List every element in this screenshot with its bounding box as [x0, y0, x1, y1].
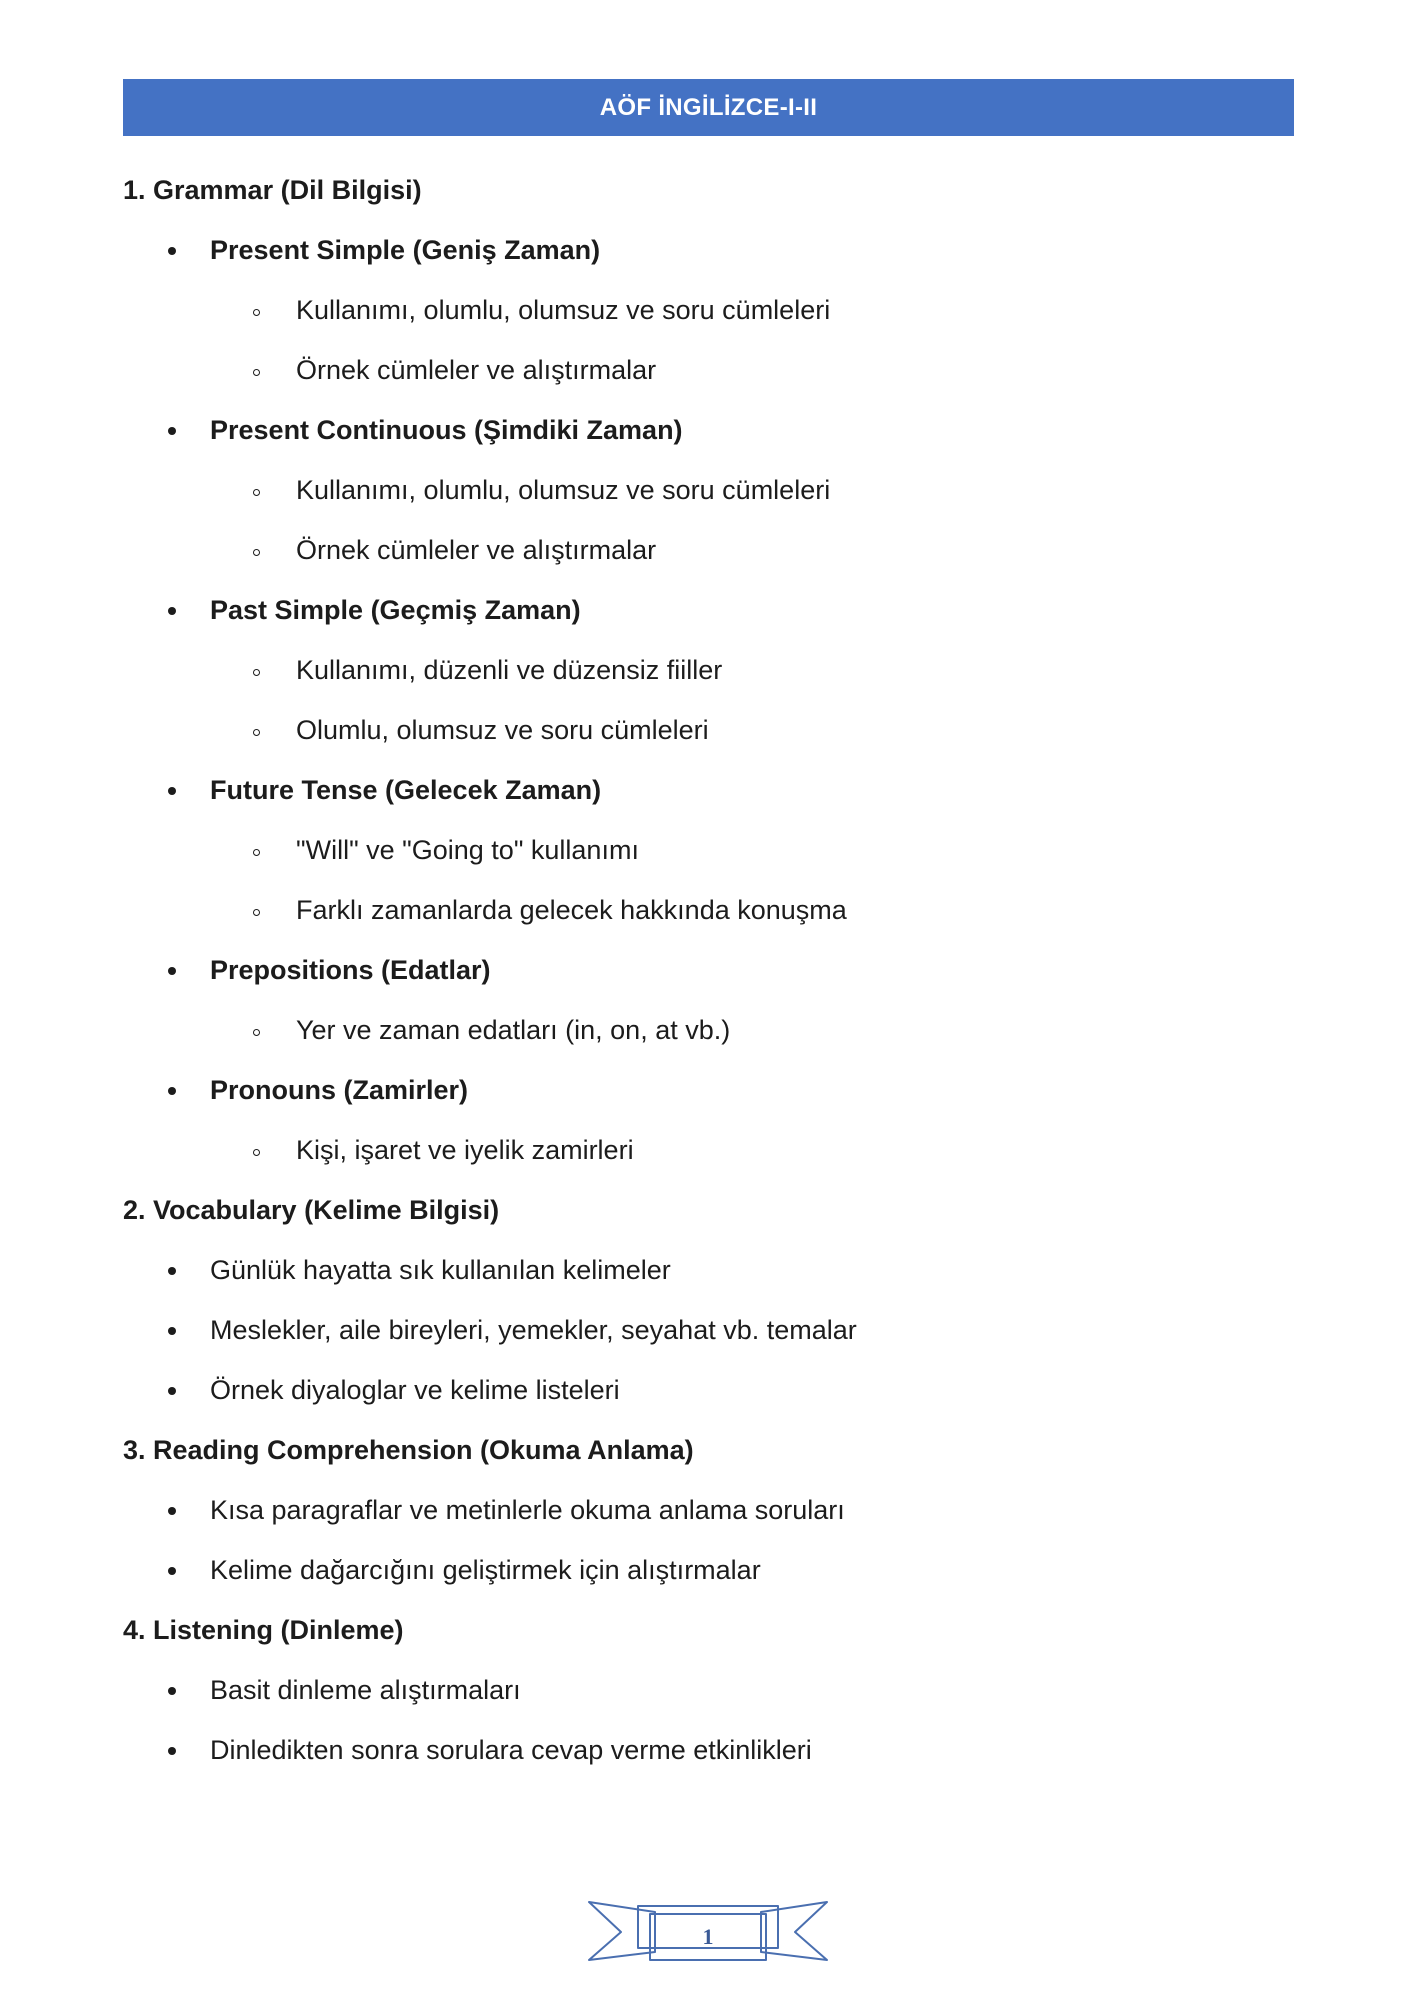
subtopic-item: Farklı zamanlarda gelecek hakkında konuşma — [123, 880, 1294, 940]
outline — [123, 160, 1294, 1780]
list-item: Dinledikten sonra sorulara cevap verme etkinlikleri — [123, 1720, 1294, 1780]
topic-item: Past Simple (Geçmiş Zaman) — [123, 580, 1294, 640]
subtopic-item: Olumlu, olumsuz ve soru cümleleri — [123, 700, 1294, 760]
list-item: Meslekler, aile bireyleri, yemekler, seyahat vb. temalar — [123, 1300, 1294, 1360]
bullet-dot-icon — [168, 1507, 176, 1515]
document-title: AÖF İNGİLİZCE-I-II — [599, 93, 818, 121]
bullet-circle-icon — [253, 1149, 260, 1156]
section-heading: 2. Vocabulary (Kelime Bilgisi) — [123, 1195, 500, 1225]
bullet-dot-icon — [168, 967, 176, 975]
list-item: Örnek diyaloglar ve kelime listeleri — [123, 1360, 1294, 1420]
bullet-circle-icon — [253, 1029, 260, 1036]
page-number: 1 — [702, 1924, 714, 1949]
section-heading: 3. Reading Comprehension (Okuma Anlama) — [123, 1435, 694, 1465]
section-heading: 1. Grammar (Dil Bilgisi) — [123, 175, 422, 205]
bullet-circle-icon — [253, 489, 260, 496]
bullet-dot-icon — [168, 607, 176, 615]
subtopic-item: Yer ve zaman edatları (in, on, at vb.) — [123, 1000, 1294, 1060]
topic-item: Future Tense (Gelecek Zaman) — [123, 760, 1294, 820]
topic-item: Present Simple (Geniş Zaman) — [123, 220, 1294, 280]
section-heading: 4. Listening (Dinleme) — [123, 1615, 404, 1645]
bullet-dot-icon — [168, 1687, 176, 1695]
bullet-circle-icon — [253, 669, 260, 676]
topic-item: Pronouns (Zamirler) — [123, 1060, 1294, 1120]
bullet-dot-icon — [168, 1747, 176, 1755]
list-item: Günlük hayatta sık kullanılan kelimeler — [123, 1240, 1294, 1300]
subtopic-item: "Will" ve "Going to" kullanımı — [123, 820, 1294, 880]
subtopic-item: Kullanımı, düzenli ve düzensiz fiiller — [123, 640, 1294, 700]
list-item: Kısa paragraflar ve metinlerle okuma anlama soruları — [123, 1480, 1294, 1540]
header-banner — [123, 79, 1294, 136]
bullet-circle-icon — [253, 729, 260, 736]
list-item: Basit dinleme alıştırmaları — [123, 1660, 1294, 1720]
subtopic-item: Örnek cümleler ve alıştırmalar — [123, 340, 1294, 400]
bullet-dot-icon — [168, 1327, 176, 1335]
bullet-dot-icon — [168, 1387, 176, 1395]
subtopic-item: Kişi, işaret ve iyelik zamirleri — [123, 1120, 1294, 1180]
bullet-circle-icon — [253, 549, 260, 556]
bullet-dot-icon — [168, 427, 176, 435]
topic-item: Prepositions (Edatlar) — [123, 940, 1294, 1000]
bullet-circle-icon — [253, 369, 260, 376]
bullet-circle-icon — [253, 849, 260, 856]
bullet-circle-icon — [253, 309, 260, 316]
bullet-dot-icon — [168, 787, 176, 795]
subtopic-item: Örnek cümleler ve alıştırmalar — [123, 520, 1294, 580]
bullet-dot-icon — [168, 1267, 176, 1275]
topic-item: Present Continuous (Şimdiki Zaman) — [123, 400, 1294, 460]
bullet-dot-icon — [168, 247, 176, 255]
bullet-dot-icon — [168, 1567, 176, 1575]
page-number-ribbon — [583, 1896, 833, 1971]
bullet-dot-icon — [168, 1087, 176, 1095]
subtopic-item: Kullanımı, olumlu, olumsuz ve soru cümleleri — [123, 460, 1294, 520]
subtopic-item: Kullanımı, olumlu, olumsuz ve soru cümleleri — [123, 280, 1294, 340]
bullet-circle-icon — [253, 909, 260, 916]
list-item: Kelime dağarcığını geliştirmek için alıştırmalar — [123, 1540, 1294, 1600]
